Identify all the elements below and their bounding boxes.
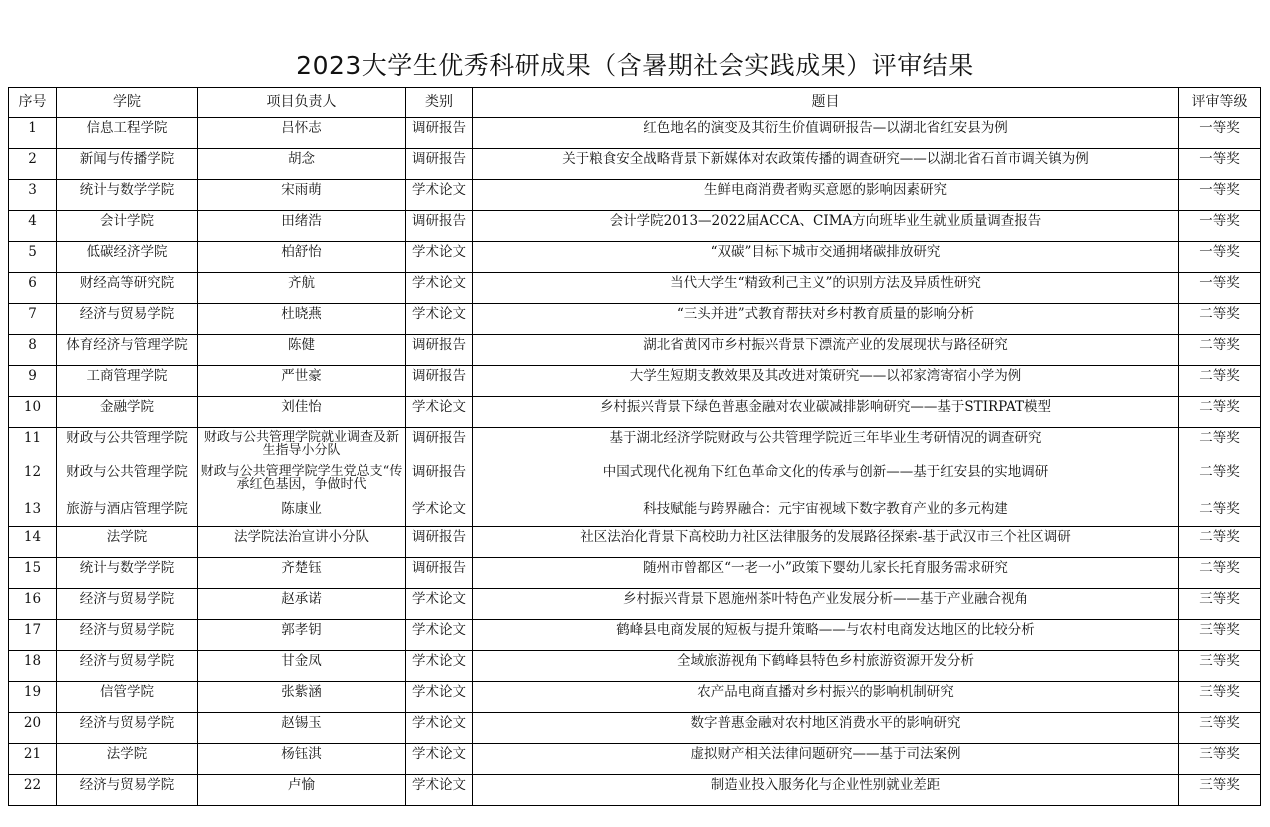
cell-topic: 红色地名的演变及其衍生价值调研报告—以湖北省红安县为例: [473, 118, 1179, 149]
cell-no: 12: [9, 462, 57, 496]
cell-grade: 三等奖: [1179, 713, 1261, 744]
cell-leader: 宋雨萌: [198, 180, 406, 211]
cell-topic: 生鲜电商消费者购买意愿的影响因素研究: [473, 180, 1179, 211]
cell-no: 14: [9, 527, 57, 558]
cell-category: 调研报告: [406, 462, 473, 496]
cell-category: 学术论文: [406, 713, 473, 744]
cell-grade: 三等奖: [1179, 775, 1261, 806]
cell-category: 学术论文: [406, 620, 473, 651]
cell-leader: 齐楚钰: [198, 558, 406, 589]
cell-topic: 制造业投入服务化与企业性别就业差距: [473, 775, 1179, 806]
cell-no: 6: [9, 273, 57, 304]
cell-no: 19: [9, 682, 57, 713]
cell-no: 13: [9, 496, 57, 527]
cell-category: 调研报告: [406, 335, 473, 366]
cell-leader: 张紫涵: [198, 682, 406, 713]
table-header: [9, 88, 1261, 118]
cell-college: 低碳经济学院: [57, 242, 198, 273]
cell-no: 7: [9, 304, 57, 335]
cell-no: 9: [9, 366, 57, 397]
cell-category: 调研报告: [406, 428, 473, 462]
cell-no: 20: [9, 713, 57, 744]
cell-no: 16: [9, 589, 57, 620]
cell-leader: 赵承诺: [198, 589, 406, 620]
table-row: [9, 713, 1261, 744]
cell-category: 调研报告: [406, 118, 473, 149]
cell-no: 11: [9, 428, 57, 462]
cell-topic: 社区法治化背景下高校助力社区法律服务的发展路径探索-基于武汉市三个社区调研: [473, 527, 1179, 558]
cell-topic: 虚拟财产相关法律问题研究——基于司法案例: [473, 744, 1179, 775]
cell-category: 学术论文: [406, 744, 473, 775]
header-no: 序号: [9, 88, 57, 118]
cell-category: 学术论文: [406, 242, 473, 273]
cell-college: 信管学院: [57, 682, 198, 713]
cell-no: 17: [9, 620, 57, 651]
cell-leader: 严世豪: [198, 366, 406, 397]
cell-college: 会计学院: [57, 211, 198, 242]
cell-grade: 二等奖: [1179, 335, 1261, 366]
header-college: 学院: [57, 88, 198, 118]
cell-category: 学术论文: [406, 589, 473, 620]
cell-grade: 二等奖: [1179, 558, 1261, 589]
cell-topic: “双碳”目标下城市交通拥堵碳排放研究: [473, 242, 1179, 273]
cell-category: 学术论文: [406, 273, 473, 304]
cell-topic: 数字普惠金融对农村地区消费水平的影响研究: [473, 713, 1179, 744]
cell-college: 金融学院: [57, 397, 198, 428]
cell-category: 学术论文: [406, 496, 473, 527]
cell-category: 学术论文: [406, 682, 473, 713]
cell-leader: 赵锡玉: [198, 713, 406, 744]
cell-college: 财政与公共管理学院: [57, 428, 198, 462]
cell-category: 学术论文: [406, 397, 473, 428]
cell-college: 新闻与传播学院: [57, 149, 198, 180]
cell-grade: 三等奖: [1179, 744, 1261, 775]
cell-topic: 中国式现代化视角下红色革命文化的传承与创新——基于红安县的实地调研: [473, 462, 1179, 496]
cell-grade: 一等奖: [1179, 273, 1261, 304]
cell-college: 旅游与酒店管理学院: [57, 496, 198, 527]
cell-category: 调研报告: [406, 366, 473, 397]
table-row: [9, 462, 1261, 496]
cell-grade: 三等奖: [1179, 620, 1261, 651]
cell-grade: 一等奖: [1179, 242, 1261, 273]
cell-leader: 陈康业: [198, 496, 406, 527]
cell-leader: 田绪浩: [198, 211, 406, 242]
cell-college: 财政与公共管理学院: [57, 462, 198, 496]
cell-no: 22: [9, 775, 57, 806]
cell-topic: 科技赋能与跨界融合：元宇宙视域下数字教育产业的多元构建: [473, 496, 1179, 527]
cell-college: 经济与贸易学院: [57, 713, 198, 744]
cell-category: 调研报告: [406, 558, 473, 589]
cell-college: 经济与贸易学院: [57, 651, 198, 682]
cell-leader: 柏舒怡: [198, 242, 406, 273]
cell-topic: 全域旅游视角下鹤峰县特色乡村旅游资源开发分析: [473, 651, 1179, 682]
table-row: [9, 273, 1261, 304]
cell-topic: 基于湖北经济学院财政与公共管理学院近三年毕业生考研情况的调查研究: [473, 428, 1179, 462]
header-topic: 题目: [473, 88, 1179, 118]
cell-college: 体育经济与管理学院: [57, 335, 198, 366]
cell-no: 18: [9, 651, 57, 682]
cell-leader: 杜晓燕: [198, 304, 406, 335]
cell-leader: 财政与公共管理学院就业调查及新生指导小分队: [198, 428, 406, 462]
cell-topic: 湖北省黄冈市乡村振兴背景下漂流产业的发展现状与路径研究: [473, 335, 1179, 366]
cell-category: 调研报告: [406, 149, 473, 180]
cell-grade: 二等奖: [1179, 428, 1261, 462]
cell-college: 统计与数学学院: [57, 558, 198, 589]
table-row: [9, 589, 1261, 620]
cell-grade: 二等奖: [1179, 366, 1261, 397]
cell-no: 4: [9, 211, 57, 242]
table-row: [9, 366, 1261, 397]
cell-college: 经济与贸易学院: [57, 304, 198, 335]
cell-no: 3: [9, 180, 57, 211]
cell-leader: 吕怀志: [198, 118, 406, 149]
cell-leader: 胡念: [198, 149, 406, 180]
cell-college: 法学院: [57, 744, 198, 775]
cell-category: 学术论文: [406, 651, 473, 682]
cell-topic: 当代大学生“精致利己主义”的识别方法及异质性研究: [473, 273, 1179, 304]
page-title: 2023大学生优秀科研成果（含暑期社会实践成果）评审结果: [296, 51, 974, 80]
table-row: [9, 558, 1261, 589]
cell-leader: 陈健: [198, 335, 406, 366]
cell-topic: 关于粮食安全战略背景下新媒体对农政策传播的调查研究——以湖北省石首市调关镇为例: [473, 149, 1179, 180]
table-row: [9, 744, 1261, 775]
cell-topic: “三头并进”式教育帮扶对乡村教育质量的影响分析: [473, 304, 1179, 335]
cell-topic: 随州市曾都区“一老一小”政策下婴幼儿家长托育服务需求研究: [473, 558, 1179, 589]
cell-grade: 二等奖: [1179, 397, 1261, 428]
cell-grade: 一等奖: [1179, 118, 1261, 149]
cell-grade: 一等奖: [1179, 149, 1261, 180]
header-grade: 评审等级: [1179, 88, 1261, 118]
cell-college: 工商管理学院: [57, 366, 198, 397]
table-row: [9, 118, 1261, 149]
table-row: [9, 620, 1261, 651]
table-row: [9, 242, 1261, 273]
cell-grade: 三等奖: [1179, 682, 1261, 713]
table-row: [9, 304, 1261, 335]
cell-topic: 乡村振兴背景下恩施州茶叶特色产业发展分析——基于产业融合视角: [473, 589, 1179, 620]
cell-college: 统计与数学学院: [57, 180, 198, 211]
table-row: [9, 775, 1261, 806]
cell-topic: 乡村振兴背景下绿色普惠金融对农业碳减排影响研究——基于STIRPAT模型: [473, 397, 1179, 428]
cell-category: 调研报告: [406, 527, 473, 558]
cell-grade: 二等奖: [1179, 304, 1261, 335]
cell-college: 经济与贸易学院: [57, 775, 198, 806]
cell-college: 经济与贸易学院: [57, 589, 198, 620]
cell-topic: 农产品电商直播对乡村振兴的影响机制研究: [473, 682, 1179, 713]
table-row: [9, 180, 1261, 211]
cell-leader: 杨钰淇: [198, 744, 406, 775]
cell-leader: 财政与公共管理学院学生党总支“传承红色基因，争做时代: [198, 462, 406, 496]
cell-category: 学术论文: [406, 775, 473, 806]
cell-topic: 鹤峰县电商发展的短板与提升策略——与农村电商发达地区的比较分析: [473, 620, 1179, 651]
cell-college: 法学院: [57, 527, 198, 558]
table-row: [9, 682, 1261, 713]
cell-no: 21: [9, 744, 57, 775]
cell-category: 学术论文: [406, 180, 473, 211]
cell-leader: 卢愉: [198, 775, 406, 806]
table-row: [9, 149, 1261, 180]
cell-leader: 郭孝钥: [198, 620, 406, 651]
cell-college: 经济与贸易学院: [57, 620, 198, 651]
table-row: [9, 335, 1261, 366]
cell-no: 15: [9, 558, 57, 589]
cell-grade: 一等奖: [1179, 211, 1261, 242]
table-row: [9, 651, 1261, 682]
cell-category: 调研报告: [406, 211, 473, 242]
table-row: [9, 211, 1261, 242]
cell-leader: 甘金凤: [198, 651, 406, 682]
cell-grade: 三等奖: [1179, 651, 1261, 682]
table-row: [9, 397, 1261, 428]
cell-grade: 三等奖: [1179, 589, 1261, 620]
cell-no: 5: [9, 242, 57, 273]
cell-grade: 一等奖: [1179, 180, 1261, 211]
results-table: [8, 87, 1261, 806]
table-row: [9, 428, 1261, 462]
cell-grade: 二等奖: [1179, 462, 1261, 496]
cell-no: 8: [9, 335, 57, 366]
cell-grade: 二等奖: [1179, 527, 1261, 558]
cell-leader: 齐航: [198, 273, 406, 304]
table-row: [9, 527, 1261, 558]
cell-no: 1: [9, 118, 57, 149]
cell-no: 2: [9, 149, 57, 180]
cell-topic: 会计学院2013—2022届ACCA、CIMA方向班毕业生就业质量调查报告: [473, 211, 1179, 242]
cell-grade: 二等奖: [1179, 496, 1261, 527]
table-row: [9, 496, 1261, 527]
table-body: [9, 118, 1261, 806]
cell-category: 学术论文: [406, 304, 473, 335]
header-category: 类别: [406, 88, 473, 118]
cell-no: 10: [9, 397, 57, 428]
cell-college: 信息工程学院: [57, 118, 198, 149]
cell-leader: 法学院法治宣讲小分队: [198, 527, 406, 558]
cell-leader: 刘佳怡: [198, 397, 406, 428]
header-leader: 项目负责人: [198, 88, 406, 118]
cell-topic: 大学生短期支教效果及其改进对策研究——以祁家湾寄宿小学为例: [473, 366, 1179, 397]
cell-college: 财经高等研究院: [57, 273, 198, 304]
